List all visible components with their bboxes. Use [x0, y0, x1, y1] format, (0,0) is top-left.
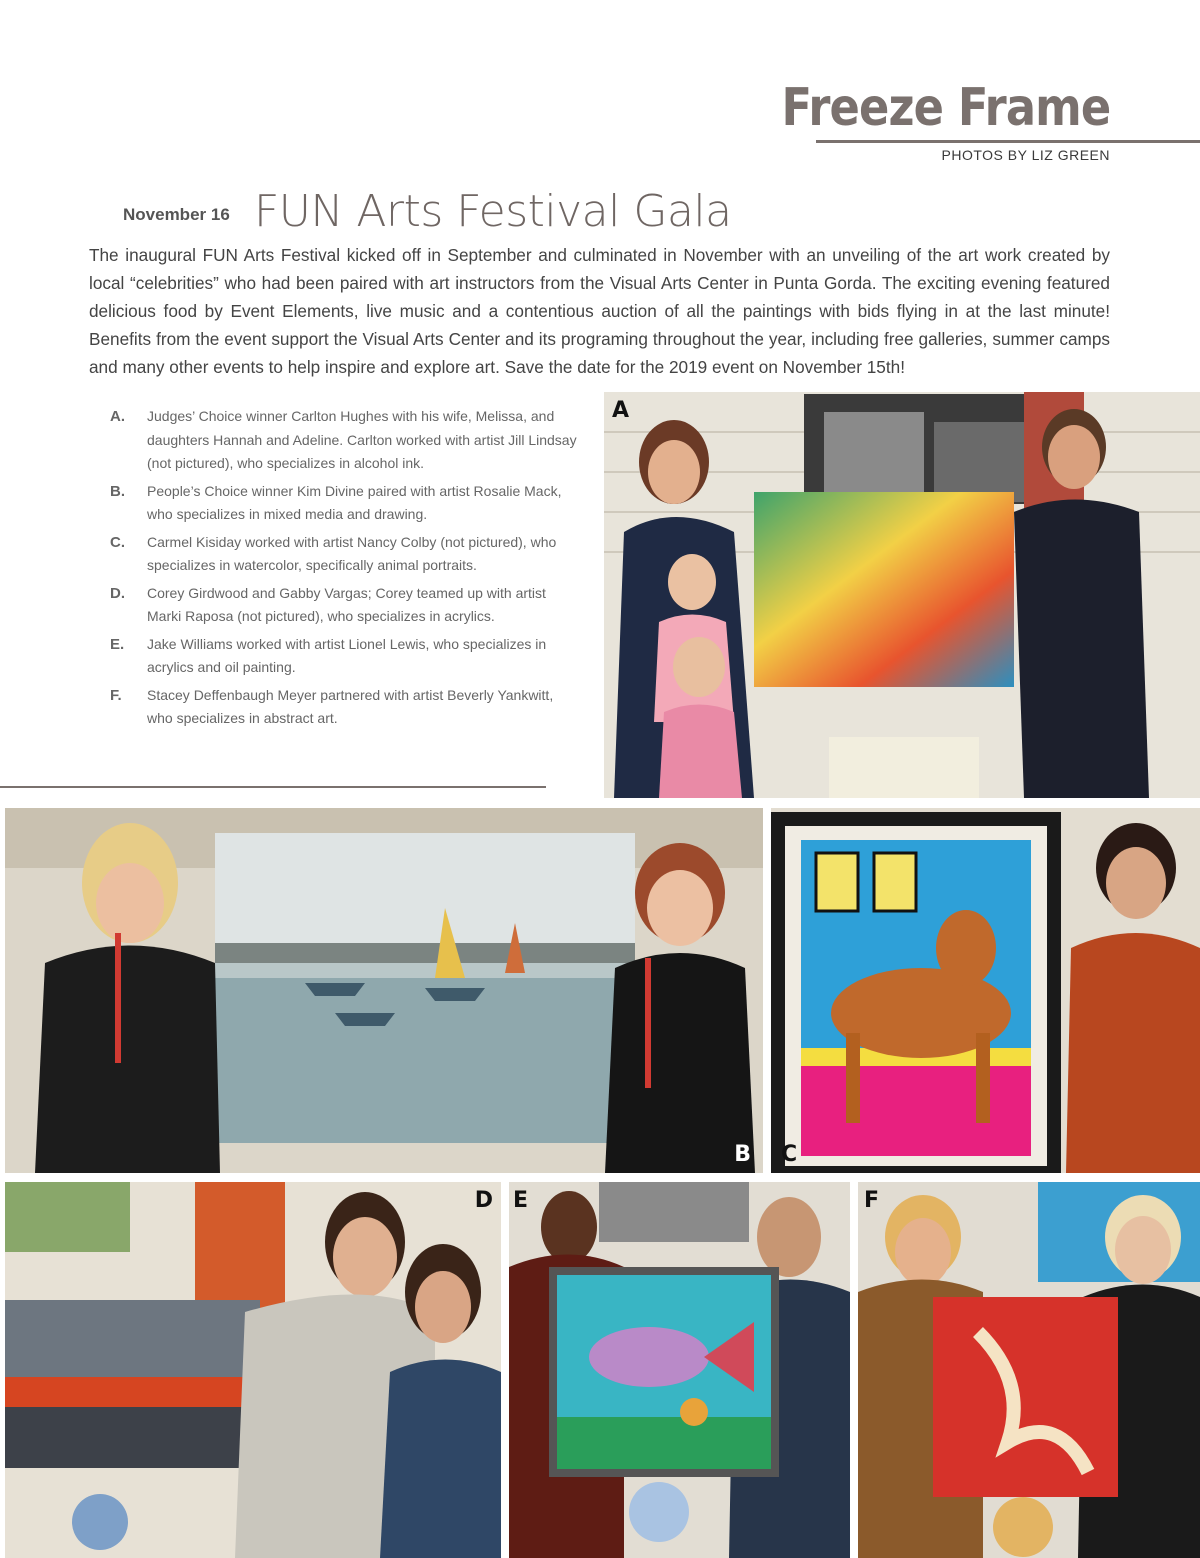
- caption-text: Jake Williams worked with artist Lionel Lewis, who specializes in acrylics and oil painting.: [147, 635, 547, 675]
- photo-label: C: [781, 1142, 798, 1167]
- photo-b: [5, 808, 763, 1173]
- caption-item: [110, 582, 580, 629]
- caption-item: [110, 684, 580, 731]
- photo-label: E: [513, 1188, 529, 1213]
- caption-item: [110, 405, 580, 476]
- photo-a: [604, 392, 1200, 798]
- caption-text: Carmel Kisiday worked with artist Nancy Colby (not pictured), who specializes in watercolor, specifically animal portraits.: [147, 533, 557, 573]
- photo-captions: [110, 405, 580, 735]
- caption-item: [110, 531, 580, 578]
- intro-paragraph: The inaugural FUN Arts Festival kicked off in September and culminated in November with an unveiling of the art work created by local “celebrities” who had been paired with art instructors from the Visual Arts Center in Punta Gorda. The exciting evening featured delicious food by Event Elements, live music and a contentious auction of all the paintings with bids flying in at the last minute! Benefits from the event support the Visual Arts Center and its programing throughout the year, including free galleries, summer camps and many other events to help inspire and explore art. Save the date for the 2019 event on November 15th!: [89, 245, 1110, 377]
- event-date: November 16: [123, 205, 230, 224]
- photo-label: D: [474, 1188, 493, 1213]
- caption-text: People’s Choice winner Kim Divine paired with artist Rosalie Mack, who specializes in mixed media and drawing.: [147, 482, 562, 522]
- caption-item: [110, 480, 580, 527]
- caption-text: Corey Girdwood and Gabby Vargas; Corey teamed up with artist Marki Raposa (not pictured), who specializes in acrylics.: [147, 584, 546, 624]
- photo-c: [771, 808, 1200, 1173]
- caption-letter: A.: [110, 408, 125, 425]
- caption-text: Judges’ Choice winner Carlton Hughes with his wife, Melissa, and daughters Hannah and Adeline. Carlton worked with artist Jill Lindsay (not pictured), who specializes in alcohol ink.: [147, 408, 577, 471]
- caption-letter: F.: [110, 686, 122, 704]
- photo-d: [5, 1182, 501, 1558]
- header-rule: [816, 140, 1200, 143]
- caption-item: [110, 633, 580, 680]
- photo-label: A: [612, 398, 630, 423]
- caption-letter: C.: [110, 533, 125, 551]
- caption-letter: B.: [110, 482, 125, 500]
- section-title: Freeze Frame: [781, 78, 1110, 138]
- caption-letter: D.: [110, 584, 125, 602]
- caption-letter: E.: [110, 635, 125, 653]
- photo-credit: PHOTOS BY LIZ GREEN: [941, 147, 1110, 163]
- photo-label: B: [734, 1142, 751, 1167]
- photo-e: [509, 1182, 850, 1558]
- photo-label: F: [864, 1188, 880, 1213]
- caption-rule: [0, 786, 546, 788]
- caption-text: Stacey Deffenbaugh Meyer partnered with artist Beverly Yankwitt, who specializes in abstract art.: [147, 686, 554, 726]
- event-title: FUN Arts Festival Gala: [254, 186, 732, 237]
- photo-f: [858, 1182, 1200, 1558]
